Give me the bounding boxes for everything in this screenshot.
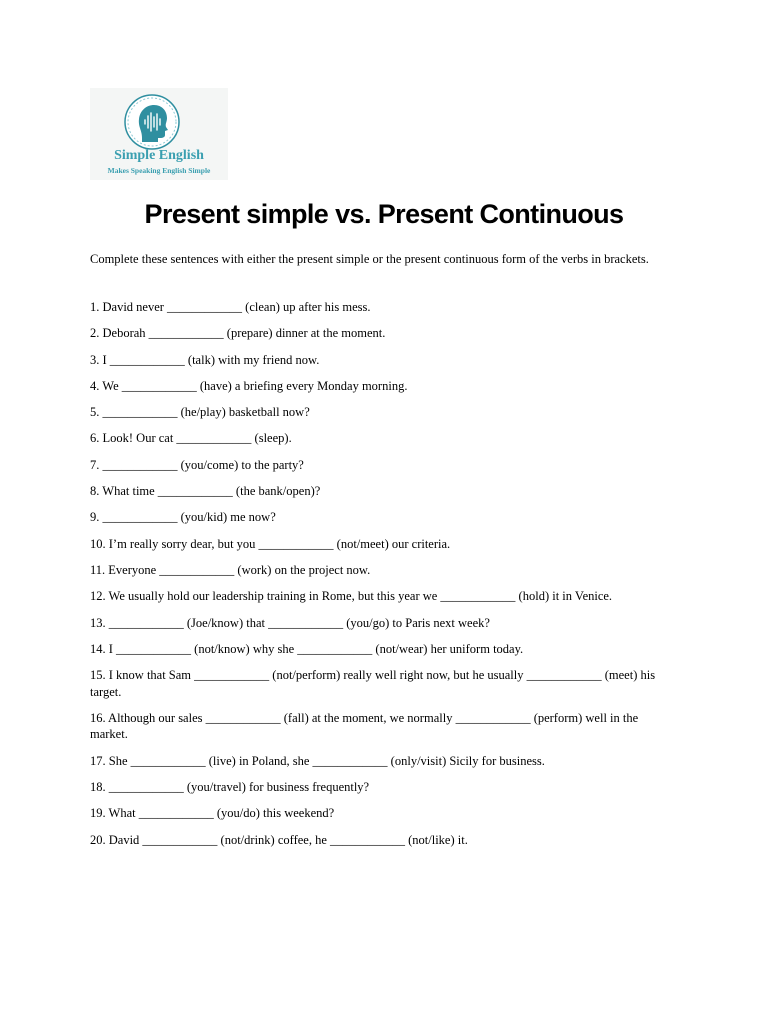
exercise-item: 9. ____________ (you/kid) me now? xyxy=(90,510,276,525)
exercise-item: 19. What ____________ (you/do) this weekend? xyxy=(90,806,335,821)
exercise-item: 4. We ____________ (have) a briefing every Monday morning. xyxy=(90,378,408,393)
exercise-item: 13. ____________ (Joe/know) that ____________ (you/go) to Paris next week? xyxy=(90,615,490,630)
exercise-item: 20. David ____________ (not/drink) coffee, he ____________ (not/like) it. xyxy=(90,832,468,847)
exercise-item: 8. What time ____________ (the bank/open)? xyxy=(90,484,321,499)
exercise-item: 12. We usually hold our leadership training in Rome, but this year we ____________ (hold) it in Venice. xyxy=(90,589,613,604)
head-soundwave-logo-icon xyxy=(124,94,180,150)
exercise-item: 7. ____________ (you/come) to the party? xyxy=(90,457,304,472)
exercise-item: 5. ____________ (he/play) basketball now? xyxy=(90,405,310,420)
logo-name: Simple English xyxy=(114,148,204,163)
exercise-item: 18. ____________ (you/travel) for business frequently? xyxy=(90,780,370,795)
exercise-list xyxy=(90,299,672,858)
exercise-item: 1. David never ____________ (clean) up after his mess. xyxy=(90,300,371,314)
exercise-item: 6. Look! Our cat ____________ (sleep). xyxy=(90,431,292,446)
instructions-text: Complete these sentences with either the present simple or the present continuous form of the verbs in brackets. xyxy=(90,252,649,266)
exercise-item: 17. She ____________ (live) in Poland, she ____________ (only/visit) Sicily for business. xyxy=(90,753,545,768)
page-title: Present simple vs. Present Continuous xyxy=(144,199,624,229)
exercise-item: 10. I’m really sorry dear, but you ____________ (not/meet) our criteria. xyxy=(90,536,451,551)
simple-english-logo xyxy=(90,88,228,180)
exercise-item: 15. I know that Sam ____________ (not/perform) really well right now, but he usually ____________ (meet) his target. xyxy=(90,668,656,699)
exercise-item: 11. Everyone ____________ (work) on the project now. xyxy=(90,562,371,577)
exercise-item: 3. I ____________ (talk) with my friend now. xyxy=(90,352,320,367)
exercise-item: 16. Although our sales ____________ (fall) at the moment, we normally ____________ (perform) well in the market. xyxy=(90,710,639,742)
exercise-item: 2. Deborah ____________ (prepare) dinner at the moment. xyxy=(90,326,386,341)
exercise-item: 14. I ____________ (not/know) why she ____________ (not/wear) her uniform today. xyxy=(90,641,524,656)
logo-tagline: Makes Speaking English Simple xyxy=(107,166,211,175)
